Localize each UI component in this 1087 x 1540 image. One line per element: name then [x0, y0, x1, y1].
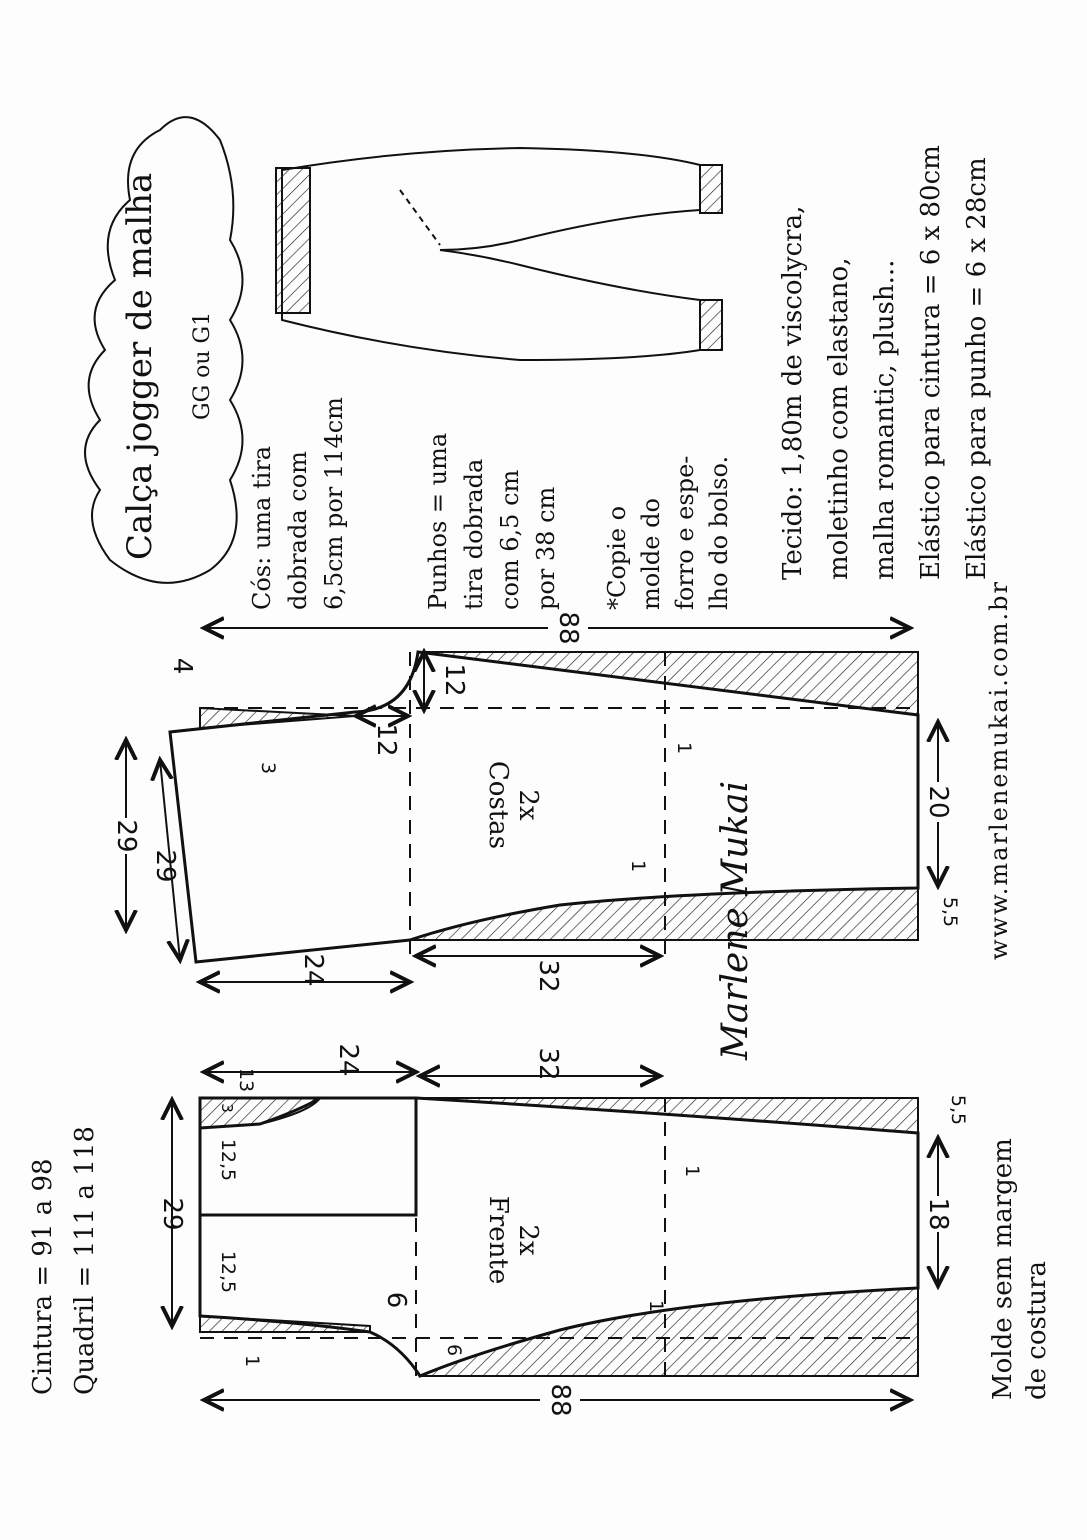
sketch-cuff-top: [700, 165, 722, 213]
tecido-line-1: Tecido: 1,80m de viscolycra,: [778, 205, 808, 580]
frente-seg-1: 12,5: [217, 1250, 239, 1294]
frente-label: Frente: [483, 1195, 513, 1285]
website: www.marlenemukai.com.br: [985, 580, 1013, 960]
punhos-line-3: com 6,5 cm: [496, 469, 524, 610]
costas-label: Costas: [483, 760, 513, 850]
tecido-line-5: Elástico para punho = 6 x 28cm: [962, 157, 992, 580]
costas-hem-20-label: 20: [923, 785, 953, 819]
mark-3: 3: [257, 762, 279, 775]
cintura-text: Cintura = 91 a 98: [28, 1158, 58, 1395]
bolso-line-1: *Copie o: [603, 505, 631, 610]
cos-instructions: [244, 397, 352, 610]
sketch-waistband: [276, 168, 310, 313]
frente-piece: [200, 1098, 918, 1376]
cos-line-2: dobrada com: [284, 451, 312, 610]
mark-1a: 1: [241, 1355, 263, 1368]
sketch-seam: [400, 190, 440, 245]
bolso-instructions: [600, 456, 736, 610]
costas-rise-4-label: 4: [167, 657, 197, 675]
costas-piece: [170, 652, 918, 962]
jogger-sketch: [276, 148, 722, 360]
page-title: Calça jogger de malha: [120, 172, 160, 560]
frente-hem-side-label: 5,5: [947, 1094, 969, 1126]
frente-crotch-6-label: 6: [381, 1291, 411, 1309]
costas-rise-24-label: 24: [298, 953, 328, 987]
mark-1c: 1: [681, 1165, 703, 1178]
seam-note: Molde sem margem de costura: [988, 1138, 1052, 1400]
quadril-text: Quadril = 111 a 118: [70, 1126, 100, 1395]
size-label: GG ou G1: [190, 311, 215, 420]
length-88-costas-label: 88: [553, 611, 583, 645]
frente-crotch-6b-label: 6: [443, 1343, 465, 1357]
frente-rise-24-label: 24: [333, 1043, 363, 1077]
sketch-body: [282, 148, 700, 360]
frente-seg-3: 3: [218, 1103, 236, 1113]
frente-rise-13-label: 13: [235, 1067, 257, 1093]
tecido-line-2: moletinho com elastano,: [824, 257, 854, 580]
bolso-line-2: molde do: [637, 498, 665, 610]
punhos-instructions: [420, 433, 564, 610]
costas-crotch-32-label: 32: [533, 959, 563, 993]
signature: Marlene Mukai: [715, 780, 756, 1060]
tecido-line-4: Elástico para cintura = 6 x 80cm: [916, 145, 946, 580]
bolso-line-4: lho do bolso.: [705, 455, 733, 610]
costas-hem-side-label: 5,5: [939, 896, 961, 928]
costas-count: 2x: [513, 789, 543, 821]
punhos-line-1: Punhos = uma: [424, 432, 452, 610]
frente-top-29-label: 29: [157, 1197, 187, 1231]
costas-crotch-height-label: 12: [371, 723, 401, 757]
title-cloud: [85, 117, 243, 583]
mark-1e: 1: [673, 742, 695, 755]
tecido-instructions: [770, 145, 1000, 580]
punhos-line-2: tira dobrada: [460, 458, 488, 610]
mark-1d: 1: [627, 860, 649, 873]
frente-crotch-32-label: 32: [533, 1047, 563, 1081]
punhos-line-4: por 38 cm: [532, 486, 560, 610]
tecido-line-3: malha romantic, plush...: [870, 259, 900, 580]
frente-count: 2x: [513, 1224, 543, 1256]
mark-1b: 1: [645, 1300, 667, 1313]
costas-crotch-12-label: 12: [439, 663, 469, 697]
length-88-frente-label: 88: [545, 1383, 575, 1417]
cos-line-1: Cós: uma tira: [248, 445, 276, 610]
cos-line-3: 6,5cm por 114cm: [320, 397, 348, 610]
bolso-line-3: forro e espe-: [671, 455, 699, 610]
frente-hem-18-label: 18: [923, 1197, 953, 1231]
costas-top-29-inner-label: 29: [150, 849, 180, 883]
frente-hatch-bottom: [420, 1288, 918, 1376]
sketch-cuff-bottom: [700, 300, 722, 350]
costas-top-29-label: 29: [111, 819, 141, 853]
frente-seg-2: 12,5: [217, 1138, 239, 1182]
